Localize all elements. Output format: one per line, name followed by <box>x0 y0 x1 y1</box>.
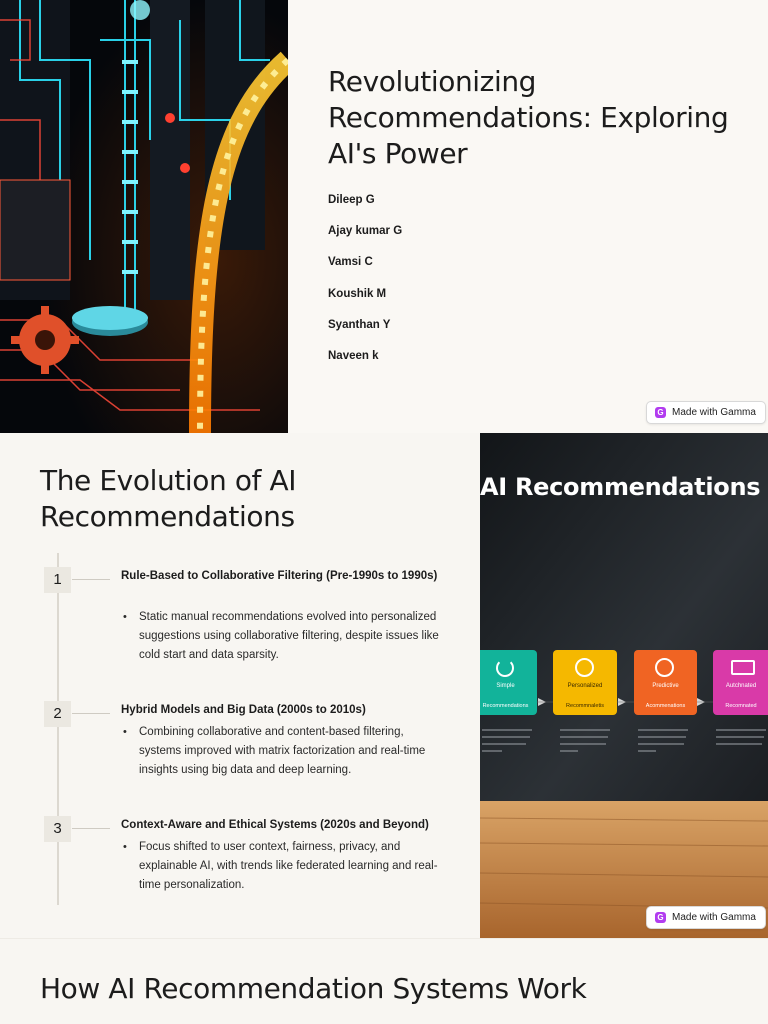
author-name: Koushik M <box>328 287 387 300</box>
section-title: How AI Recommendation Systems Work <box>40 972 587 1005</box>
gamma-logo-icon: G <box>655 407 666 418</box>
step-title: Hybrid Models and Big Data (2000s to 2010s) <box>121 704 366 716</box>
step-description: • Combining collaborative and content-based filtering, systems improved with matrix factorization and real-time insights using big data and deep learning. <box>139 723 444 780</box>
flow-card <box>713 650 768 715</box>
author-name: Dileep G <box>328 194 375 206</box>
author-name: Naveen k <box>328 349 379 362</box>
card-footer: Recommendations <box>482 703 529 709</box>
timeline-line <box>57 553 59 905</box>
evolution-slide <box>0 433 768 938</box>
magnifier-icon <box>655 658 674 677</box>
card-footer: Recomnated <box>725 703 757 709</box>
step-description: • Focus shifted to user context, fairness, privacy, and explainable AI, with trends like federated learning and real-time personalization. <box>139 838 444 895</box>
card-label: Predictive <box>652 683 679 689</box>
author-list <box>328 192 402 379</box>
card-footer: Acommenations <box>645 703 686 709</box>
recommendations-illustration <box>480 433 768 938</box>
refresh-icon <box>496 659 514 677</box>
step-connector <box>72 828 110 829</box>
flow-card <box>634 650 697 715</box>
hero-image <box>0 0 288 433</box>
card-label: Simple <box>496 683 515 689</box>
step-connector <box>72 579 110 580</box>
step-description: • Static manual recommendations evolved into personalized suggestions using collaborative filtering, despite issues like cold start and data sparsity. <box>139 608 444 665</box>
title-slide <box>0 0 768 433</box>
step-title: Rule-Based to Collaborative Filtering (Pre-1990s to 1990s) <box>121 570 438 582</box>
flow-card <box>553 650 617 715</box>
illustration-title: AI Recommendations <box>480 473 761 501</box>
made-with-gamma-badge[interactable] <box>646 906 766 929</box>
circuit-board-image <box>0 0 288 433</box>
section-title: The Evolution of AI Recommendations <box>40 464 297 533</box>
step-title: Context-Aware and Ethical Systems (2020s and Beyond) <box>121 819 429 831</box>
laptop-icon <box>731 660 755 675</box>
presentation-title: Revolutionizing Recommendations: Exploring AI's Power <box>328 65 729 170</box>
step-number: 2 <box>44 701 71 727</box>
gamma-logo-icon: G <box>655 912 666 923</box>
card-label: Autchnated <box>725 683 757 689</box>
badge-label: Made with Gamma <box>672 407 756 418</box>
globe-icon <box>575 658 594 677</box>
step-number: 3 <box>44 816 71 842</box>
card-footer: Recommnaletis <box>566 703 604 709</box>
author-name: Ajay kumar G <box>328 225 403 238</box>
card-label: Personalized <box>567 683 603 689</box>
author-name: Syanthan Y <box>328 318 391 331</box>
author-name: Vamsi C <box>328 256 373 269</box>
flow-card <box>480 650 537 715</box>
badge-label: Made with Gamma <box>672 912 756 923</box>
step-connector <box>72 713 110 714</box>
how-it-works-slide <box>0 938 768 1024</box>
made-with-gamma-badge[interactable] <box>646 401 766 424</box>
step-number: 1 <box>44 567 71 593</box>
